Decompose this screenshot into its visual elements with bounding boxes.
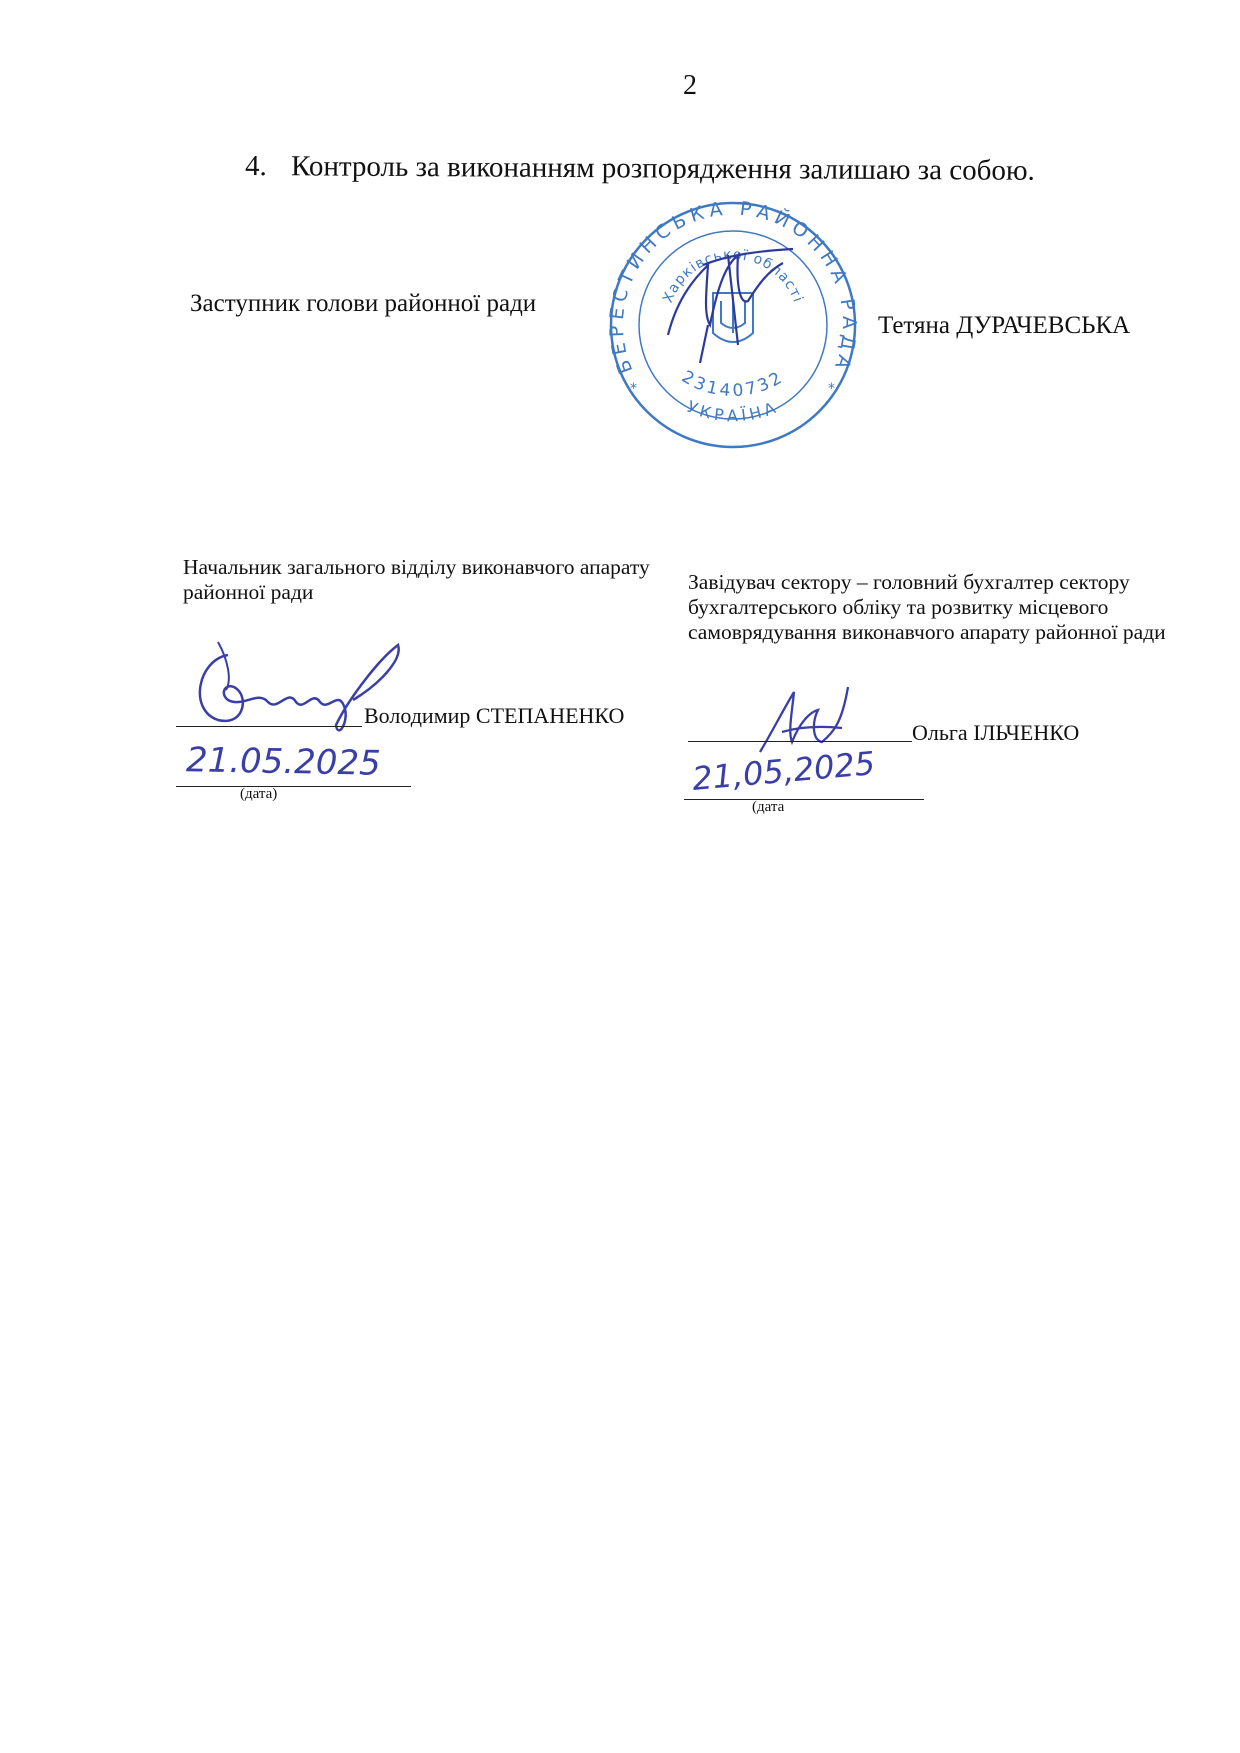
numbered-item	[245, 150, 1035, 188]
approver-2-date-line	[684, 798, 924, 800]
stamp-outer-text: БЕРЕСТИНСЬКА РАЙОННА РАДА	[605, 197, 861, 377]
approver-1-date-caption: (дата)	[240, 786, 278, 802]
page-number: 2	[683, 70, 697, 101]
head-position: Заступник голови районної ради	[190, 290, 537, 317]
approver-1-name: Володимир СТЕПАНЕНКО	[364, 703, 625, 728]
svg-text:БЕРЕСТИНСЬКА РАЙОННА РАДА	[606, 198, 860, 377]
svg-text:23140732	[678, 367, 788, 401]
stamp-inner-text: Харківської області	[659, 246, 807, 306]
approver-2-handwritten-date: 21,05,2025	[690, 744, 877, 798]
stamp-code: 23140732	[678, 366, 788, 402]
approver-1-handwritten-date: 21.05.2025	[185, 740, 382, 784]
head-name: Тетяна ДУРАЧЕВСЬКА	[878, 312, 1131, 339]
approver-1-date-line	[176, 785, 411, 787]
item-text: Контроль за виконанням розпорядження залишаю за собою.	[290, 150, 1035, 187]
stamp-star-right-icon: *	[828, 381, 835, 397]
stamp-star-left-icon: *	[630, 381, 637, 397]
approver-2-name: Ольга ІЛЬЧЕНКО	[912, 720, 1080, 745]
approver-1-position: Начальник загального відділу виконавчого апарату районної ради	[183, 555, 650, 604]
approver-1-signature-line	[176, 725, 362, 727]
approver-2-position: Завідувач сектору – головний бухгалтер сектору бухгалтерського обліку та розвитку місцевого самоврядування виконавчого апарату районної ради	[688, 570, 1166, 644]
approver-2-signature-line	[688, 740, 912, 742]
svg-text:УКРАЇНА	[684, 397, 781, 425]
stamp-country: УКРАЇНА	[684, 396, 782, 426]
official-stamp	[605, 197, 861, 455]
item-number: 4.	[244, 150, 267, 183]
approver-2-date-caption: (дата	[752, 799, 785, 815]
